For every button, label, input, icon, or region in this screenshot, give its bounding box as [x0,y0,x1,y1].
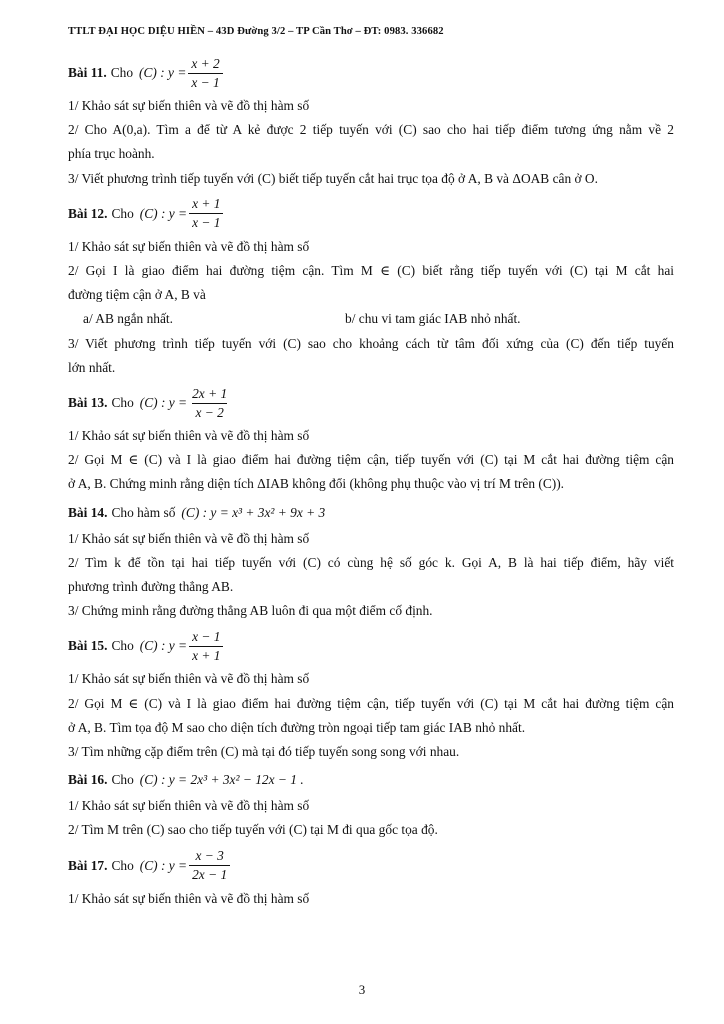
function-fraction [189,629,223,664]
page-header: TTLT ĐẠI HỌC DIỆU HIỀN – 43D Đường 3/2 – TP Cần Thơ – ĐT: 0983. 336682 [68,26,444,37]
problem-12-title [68,193,674,235]
problem-text: 2/ Gọi M ∈ (C) và I là giao điểm hai đường tiệm cận, tiếp tuyến với (C) tại M cắt hai đường tiệm cận [68,452,674,468]
function-fraction [188,56,222,91]
problem-label: Bài 11. [68,65,107,80]
fraction-denominator: 2x − 1 [189,865,230,883]
problem-label: Bài 15. [68,638,108,654]
problem-text: 1/ Khảo sát sự biến thiên và vẽ đồ thị hàm số [68,428,310,444]
problem-lead: Cho [111,638,134,654]
sub-item-b: b/ chu vi tam giác IAB nhỏ nhất. [345,311,521,327]
problem-text: đường tiệm cận ở A, B và [68,287,206,303]
problem-13-title [68,382,674,424]
sub-item-a: a/ AB ngắn nhất. [83,311,174,327]
problem-text: 1/ Khảo sát sự biến thiên và vẽ đồ thị hàm số [68,890,310,906]
problem-text: 2/ Gọi M ∈ (C) và I là giao điểm hai đường tiệm cận, tiếp tuyến với (C) tại M cắt hai đường tiệm cận [68,695,674,711]
fraction-numerator: 2x + 1 [192,385,228,401]
fraction-denominator: x − 1 [188,73,222,91]
problem-lead: Cho [110,65,134,80]
fraction-numerator: x + 2 [191,55,220,71]
problem-text: ở A, B. Tìm tọa độ M sao cho diện tích đường tròn ngoại tiếp tam giác IAB nhỏ nhất. [68,719,526,735]
function-lhs: (C) : y = [139,65,187,80]
problem-lead: Cho hàm số [111,504,176,520]
fraction-numerator: x + 1 [192,196,221,212]
problem-text: 3/ Viết phương trình tiếp tuyến với (C) biết tiếp tuyến cắt hai trục tọa độ ở A, B và ΔOAB cân ở O. [68,170,598,186]
problem-label: Bài 12. [68,205,108,221]
problem-14-title [68,499,674,527]
problem-text: phương trình đường thẳng AB. [68,579,234,595]
problem-text: 3/ Viết phương trình tiếp tuyến với (C) sao cho khoảng cách từ tâm đối xứng của (C) đến tiếp tuyến [68,335,674,351]
fraction-numerator: x − 3 [195,848,224,864]
function-expression: (C) : y = x³ + 3x² + 9x + 3 [181,504,326,520]
fraction-denominator: x − 2 [192,403,226,421]
problem-text: 1/ Khảo sát sự biến thiên và vẽ đồ thị hàm số [68,671,310,687]
fraction-denominator: x − 1 [189,213,223,231]
problem-text: 2/ Cho A(0,a). Tìm a để từ A kẻ được 2 tiếp tuyến với (C) sao cho hai tiếp điểm tương ứng nằm về 2 [68,122,674,138]
function-fraction [189,848,230,883]
problem-label: Bài 14. [68,504,108,520]
fraction-numerator: x − 1 [192,628,221,644]
function-fraction [189,196,223,231]
problem-text: 1/ Khảo sát sự biến thiên và vẽ đồ thị hàm số [68,798,310,814]
sub-items-row [68,307,674,331]
problem-text: 2/ Gọi I là giao điểm hai đường tiệm cận. Tìm M ∈ (C) biết rằng tiếp tuyến với (C) tại M cắt hai [68,263,674,279]
problem-label: Bài 16. [68,772,108,788]
function-lhs: (C) : y = [139,205,188,221]
function-fraction [189,386,230,421]
problem-text: 3/ Tìm những cặp điểm trên (C) mà tại đó tiếp tuyến song song với nhau. [68,744,460,760]
problem-11-title [68,52,674,94]
problem-text: 2/ Tìm k để tồn tại hai tiếp tuyến với (C) có cùng hệ số góc k. Gọi A, B là hai tiếp điểm, hãy viết [68,554,674,570]
function-lhs: (C) : y = [139,857,188,873]
page-content [68,50,674,911]
fraction-denominator: x + 1 [189,646,223,664]
problem-text: lớn nhất. [68,359,116,375]
problem-lead: Cho [111,772,134,788]
problem-text: 3/ Chứng minh rằng đường thẳng AB luôn đi qua một điểm cố định. [68,603,433,619]
problem-text: 2/ Tìm M trên (C) sao cho tiếp tuyến với (C) tại M đi qua gốc tọa độ. [68,822,438,838]
problem-16-title [68,766,674,794]
problem-15-title [68,625,674,667]
problem-text: 1/ Khảo sát sự biến thiên và vẽ đồ thị hàm số [68,530,310,546]
problem-lead: Cho [111,857,134,873]
function-expression: (C) : y = 2x³ + 3x² − 12x − 1 . [139,772,304,788]
function-lhs: (C) : y = [139,638,188,654]
problem-text: 1/ Khảo sát sự biến thiên và vẽ đồ thị hàm số [68,238,310,254]
problem-17-title [68,845,674,887]
problem-text: ở A, B. Chứng minh rằng diện tích ΔIAB không đổi (không phụ thuộc vào vị trí M trên (C)). [68,476,565,492]
function-lhs: (C) : y = [139,395,188,411]
problem-lead: Cho [111,205,134,221]
problem-label: Bài 13. [68,395,108,411]
problem-text: phía trục hoành. [68,146,155,162]
page-number: 3 [358,982,366,997]
problem-lead: Cho [111,395,134,411]
problem-text: 1/ Khảo sát sự biến thiên và vẽ đồ thị hàm số [68,98,310,113]
problem-label: Bài 17. [68,857,108,873]
